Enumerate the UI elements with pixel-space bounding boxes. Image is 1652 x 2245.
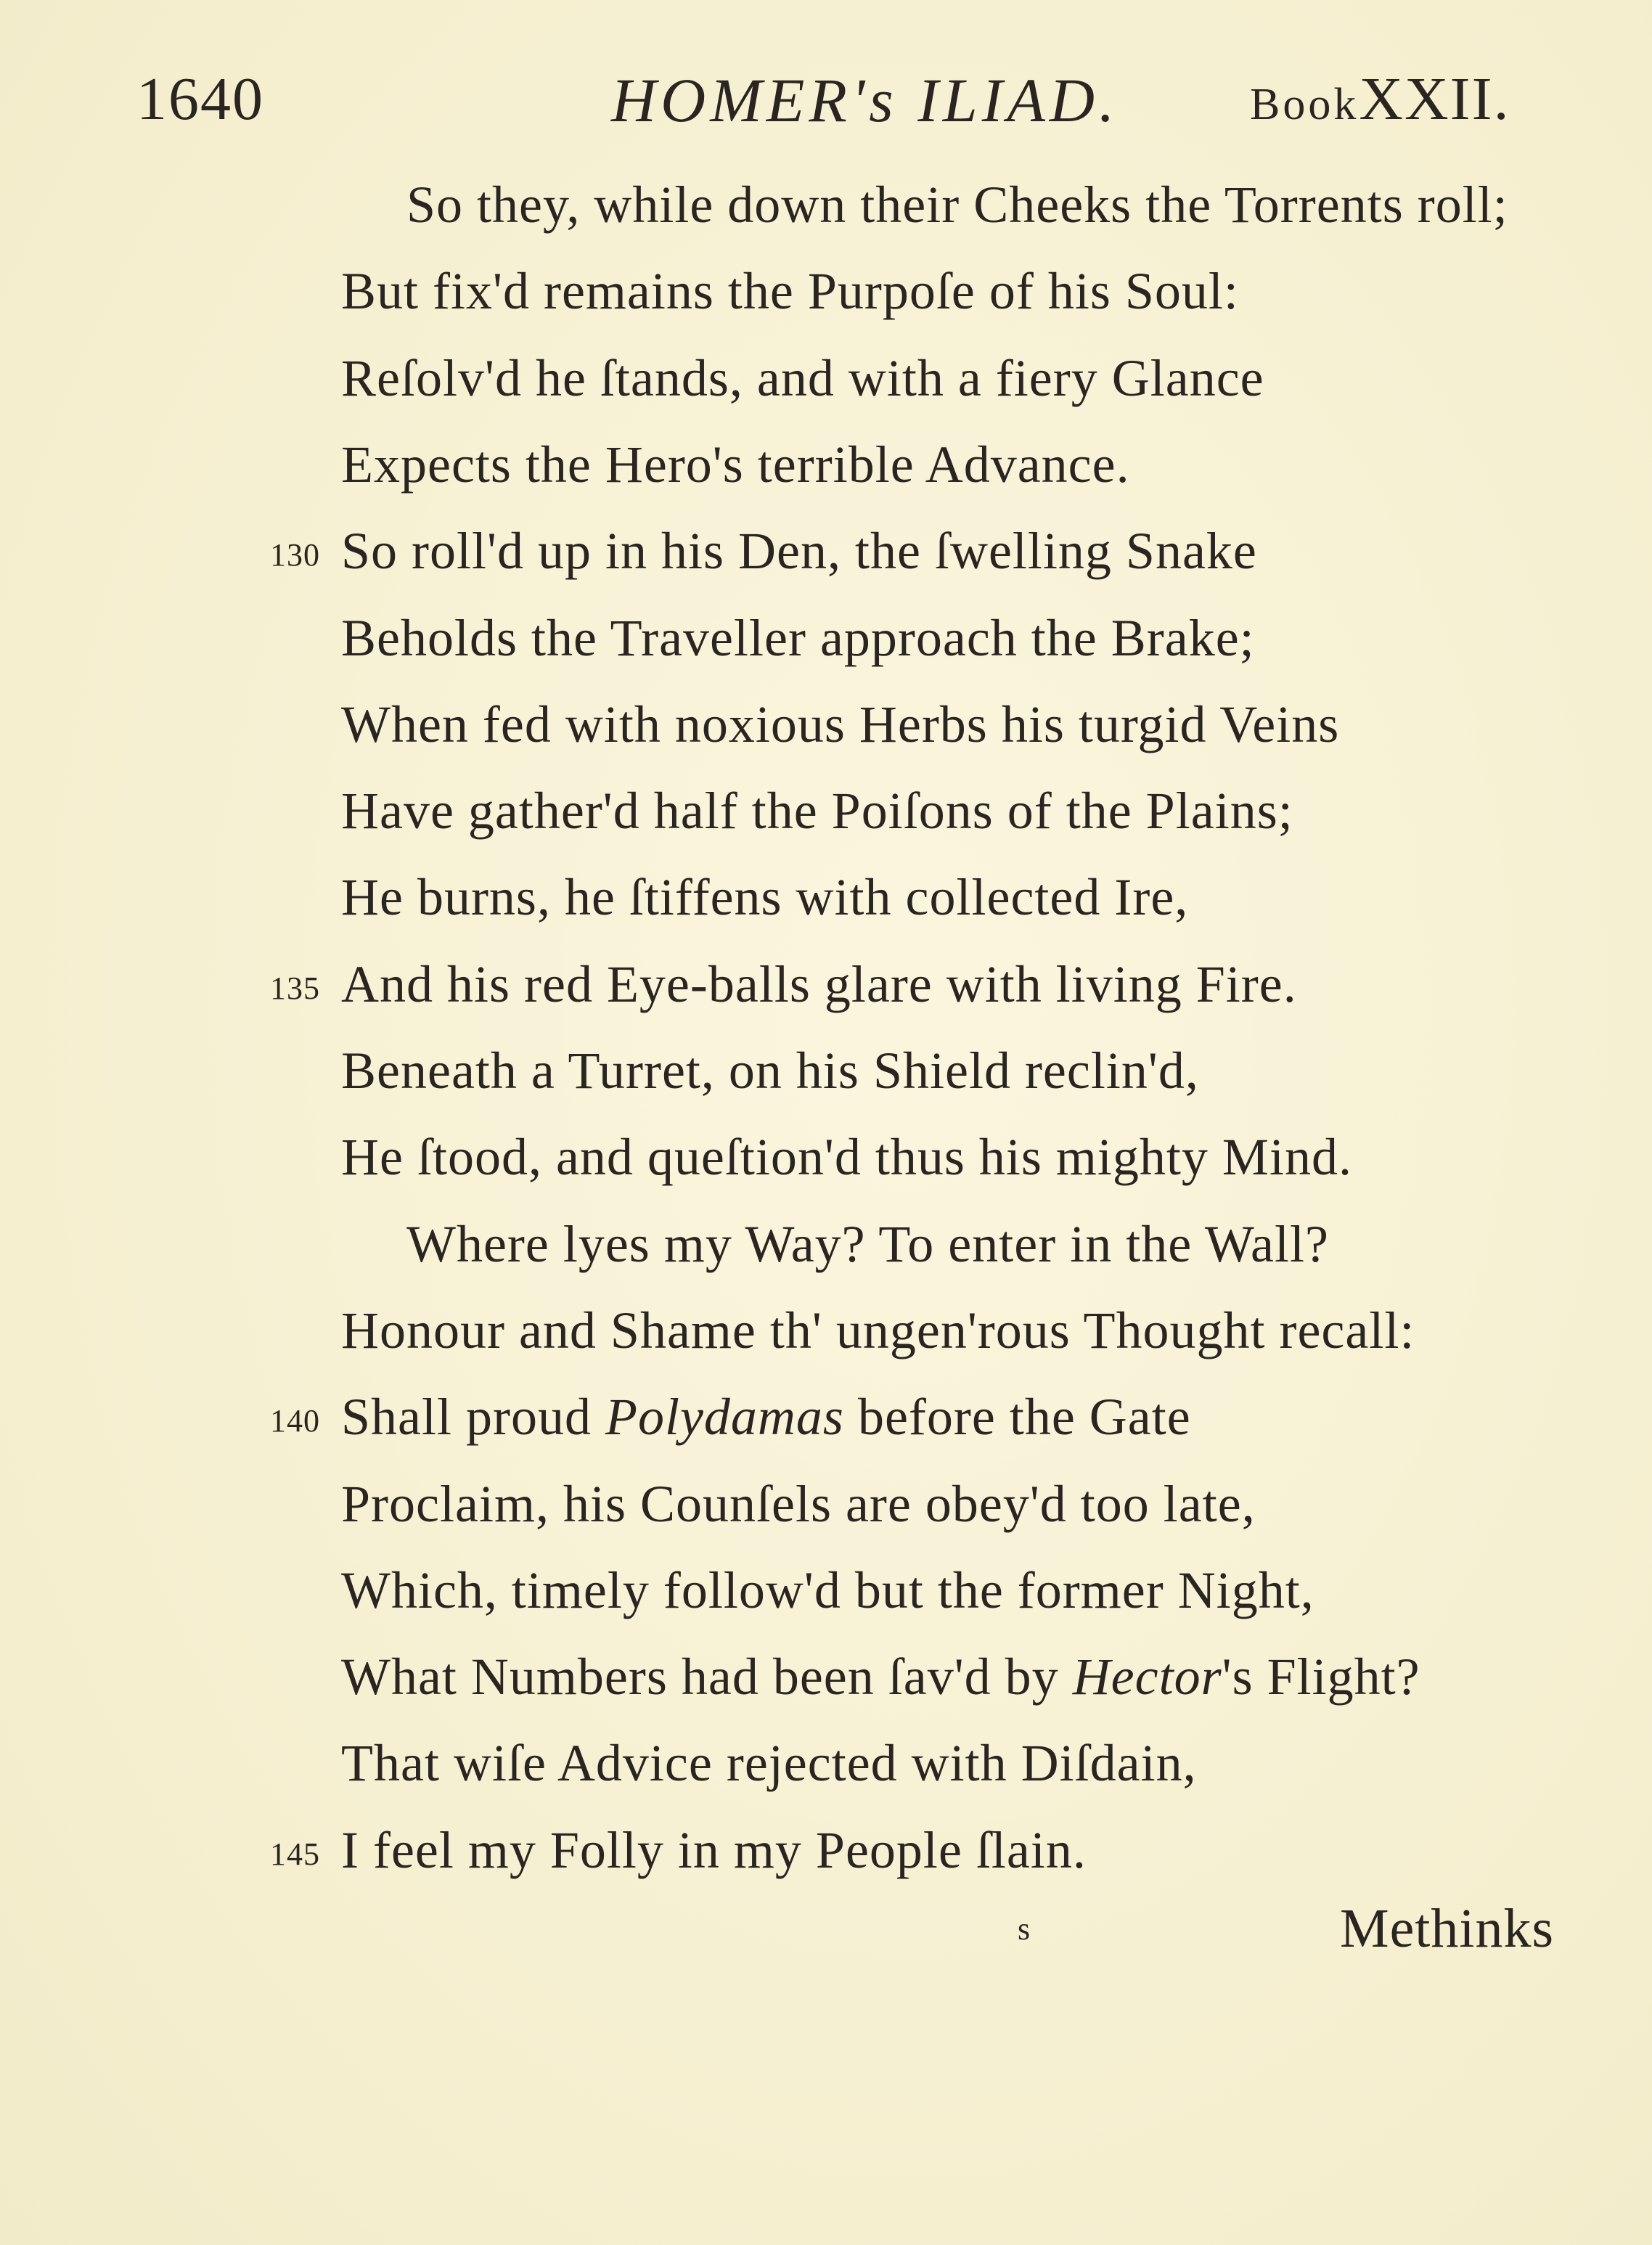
verse-line xyxy=(0,688,1652,761)
verse-text: Reſolv'd he ſtands, and with a fiery Glance xyxy=(341,348,1264,407)
line-number: 135 xyxy=(270,970,320,1006)
verse-line xyxy=(0,1814,1652,1886)
verse-text: Have gather'd half the Poiſons of the Plains; xyxy=(341,782,1293,841)
verse-text: He burns, he ſtiffens with collected Ire, xyxy=(341,868,1189,927)
verse-line xyxy=(0,1294,1652,1367)
italic-name: Hector xyxy=(1072,1648,1222,1706)
verse-text: He ſtood, and queſtion'd thus his mighty Mind. xyxy=(341,1128,1352,1187)
verse-text: When fed with noxious Herbs his turgid Veins xyxy=(341,695,1340,753)
verse-text: Expects the Hero's terrible Advance. xyxy=(341,435,1130,494)
verse-text: But fix'd remains the Purpoſe of his Soul: xyxy=(341,262,1239,321)
book-label xyxy=(1250,64,1510,134)
verse-line xyxy=(0,428,1652,501)
verse-line xyxy=(0,774,1652,847)
verse-text: That wiſe Advice rejected with Diſdain, xyxy=(341,1734,1197,1793)
verse-text: Which, timely follow'd but the former Night, xyxy=(341,1561,1314,1619)
verse-line xyxy=(0,1034,1652,1107)
line-number: 130 xyxy=(270,537,320,573)
verse-text: Beneath a Turret, on his Shield reclin'd, xyxy=(341,1042,1199,1100)
verse-text: So they, while down their Cheeks the Torrents roll; xyxy=(406,176,1508,234)
italic-name: Polydamas xyxy=(605,1388,844,1447)
running-title: HOMER's ILIAD. xyxy=(611,65,1119,135)
verse-text: What Numbers had been ſav'd by Hector's Flight? xyxy=(341,1648,1420,1706)
verse-line xyxy=(0,1554,1652,1627)
verse-line xyxy=(0,948,1652,1021)
verse-text: And his red Eye-balls glare with living Fire. xyxy=(341,954,1297,1013)
verse-text: Shall proud Polydamas before the Gate xyxy=(341,1388,1191,1447)
verse-line xyxy=(0,1381,1652,1453)
verse-line xyxy=(0,342,1652,414)
verse-text: I feel my Folly in my People ſlain. xyxy=(341,1820,1087,1879)
verse-line xyxy=(0,1208,1652,1280)
signature-mark: s xyxy=(1018,1911,1031,1947)
verse-line xyxy=(0,861,1652,933)
verse-text: Honour and Shame th' ungen'rous Thought recall: xyxy=(341,1301,1415,1359)
verse-text: Proclaim, his Counſels are obey'd too late, xyxy=(341,1474,1256,1533)
book-prefix: Book xyxy=(1250,80,1359,129)
verse-line xyxy=(0,602,1652,674)
verse-line xyxy=(0,255,1652,327)
verse-line xyxy=(0,1121,1652,1193)
verse-line xyxy=(0,1727,1652,1799)
book-number: XXII. xyxy=(1359,65,1510,133)
verse-line xyxy=(0,168,1652,241)
verse-line xyxy=(0,1640,1652,1713)
page-header xyxy=(0,64,1652,144)
verse-line xyxy=(0,1468,1652,1540)
verse-text: Beholds the Traveller approach the Brake; xyxy=(341,608,1255,667)
verse-line xyxy=(0,515,1652,587)
line-number: 140 xyxy=(270,1403,320,1439)
verse-text: So roll'd up in his Den, the ſwelling Snake xyxy=(341,522,1257,581)
catchword: Methinks xyxy=(1340,1898,1555,1959)
verse-text: Where lyes my Way? To enter in the Wall? xyxy=(406,1214,1329,1273)
line-number: 145 xyxy=(270,1836,320,1872)
page-number: 1640 xyxy=(136,65,264,133)
